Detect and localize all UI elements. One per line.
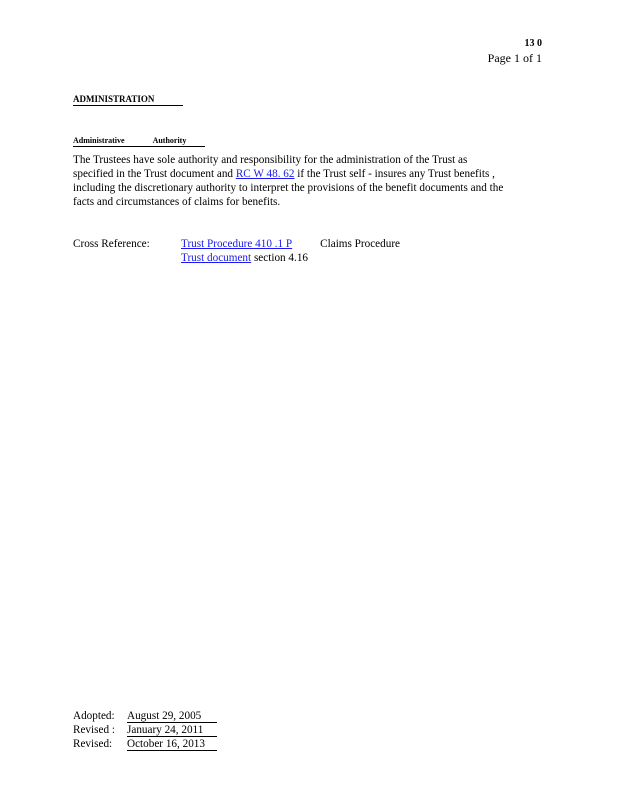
history-revised [73, 738, 217, 751]
history-date: August 29, 2005 [127, 710, 217, 723]
cross-reference-text: section 4.16 [251, 252, 309, 264]
body-line: including the discretionary authority to interpret the provisions of the benefit documents and the [73, 182, 504, 194]
section-title: ADMINISTRATION [73, 94, 183, 106]
history-date: October 16, 2013 [127, 738, 217, 751]
page-indicator: Page 1 of 1 [487, 51, 542, 65]
rcw-link[interactable]: RC W 48. 62 [235, 168, 295, 180]
history-revised [73, 724, 217, 737]
cross-reference-item [181, 252, 308, 264]
cross-reference-text: Claims Procedure [320, 238, 401, 250]
history-label: Adopted: [73, 710, 115, 722]
body-line: The Trustees have sole authority and responsibility for the administration of the Trust as [73, 154, 468, 166]
policy-body [73, 153, 537, 209]
cross-reference-item [181, 238, 400, 250]
history-label: Revised: [73, 738, 113, 750]
trust-procedure-link[interactable]: Trust Procedure 410 .1 P [181, 238, 293, 250]
subsection-heading [73, 136, 205, 147]
subsection-heading-part-1: Administrative [73, 136, 125, 145]
body-line [73, 167, 537, 181]
body-text: specified in the Trust document and [73, 168, 234, 180]
cross-reference-label: Cross Reference: [73, 238, 150, 250]
body-line: facts and circumstances of claims for benefits. [73, 196, 281, 208]
history-label: Revised : [73, 724, 115, 736]
body-text: if the Trust self - insures any Trust benefits , [294, 168, 495, 180]
history-date: January 24, 2011 [127, 724, 217, 737]
trust-document-link[interactable]: Trust document [181, 252, 252, 264]
history-adopted [73, 710, 217, 723]
subsection-heading-part-2: Authority [152, 136, 187, 145]
policy-number: 13 0 [524, 38, 542, 49]
